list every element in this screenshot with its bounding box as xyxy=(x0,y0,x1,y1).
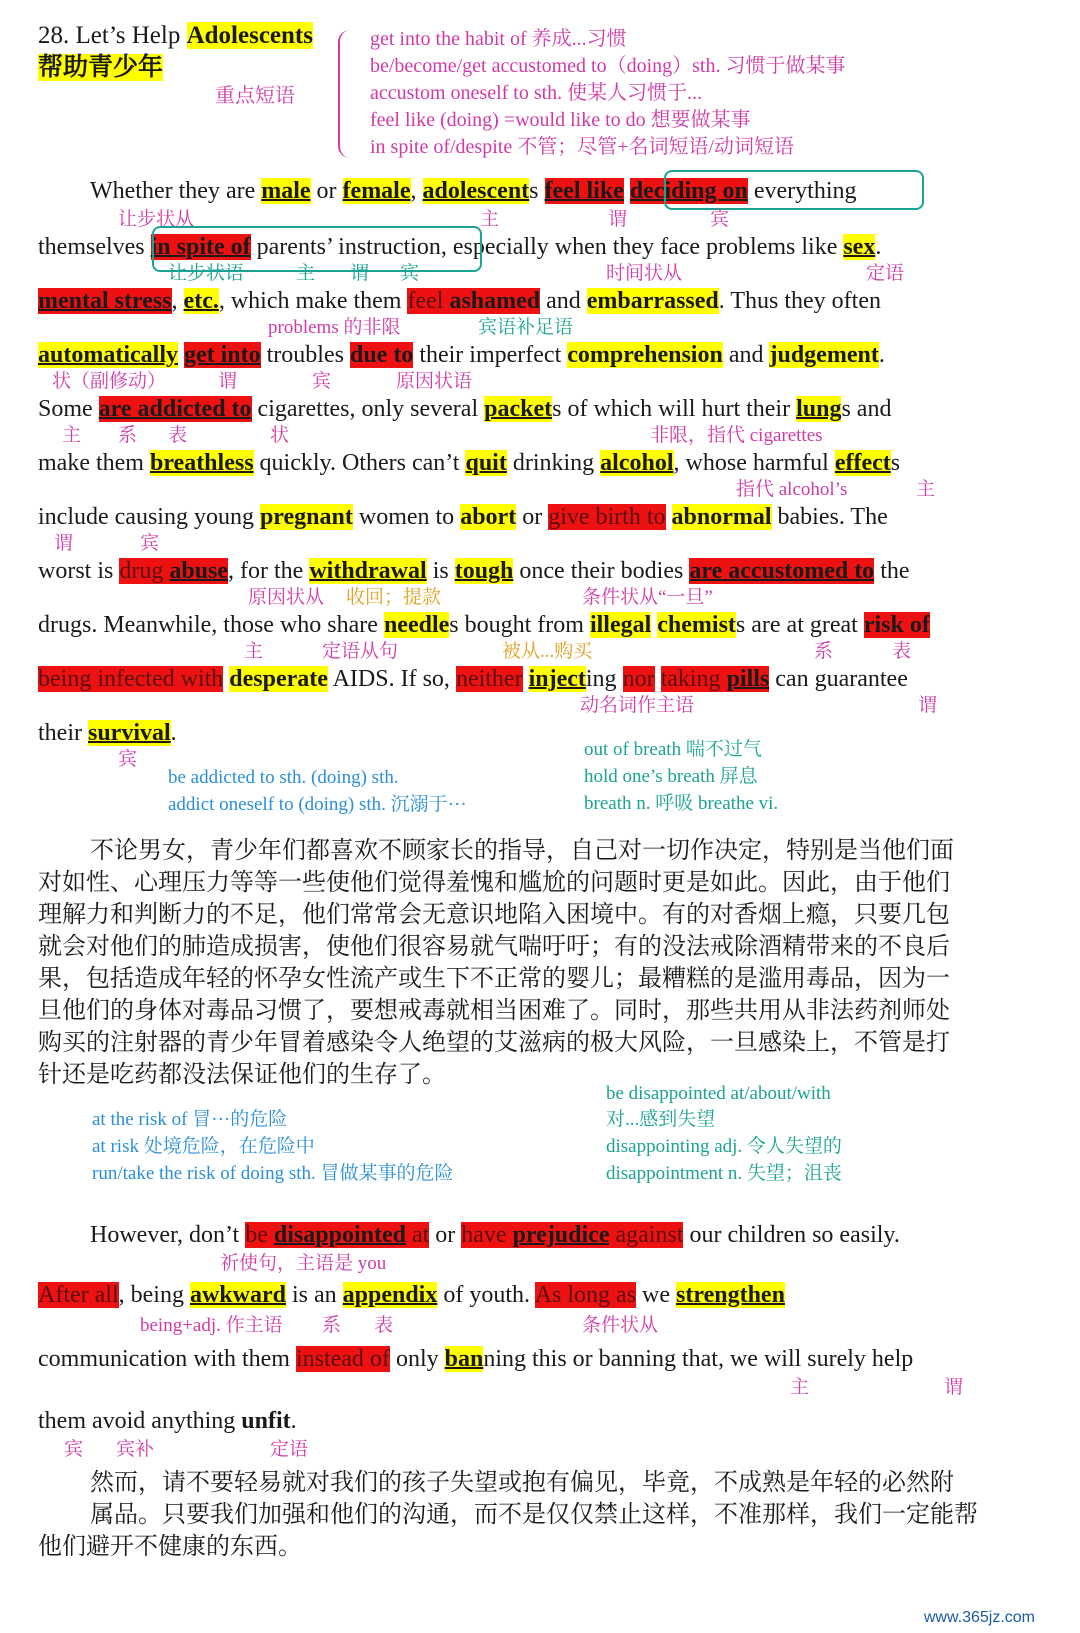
cn1-line: 就会对他们的肺造成损害，使他们很容易就气喘吁吁；有的没法戒除酒精带来的不良后 xyxy=(38,932,950,960)
note: 状（副修动） xyxy=(52,371,167,392)
note: 谓 xyxy=(218,371,238,392)
note: 主 xyxy=(244,641,264,662)
note: 宾 xyxy=(118,749,138,770)
note: 主 xyxy=(916,479,936,500)
note: 宾 xyxy=(400,263,420,284)
note: 定语 xyxy=(270,1439,309,1460)
note-addicted: addict oneself to (doing) sth. 沉溺于··· xyxy=(168,794,467,815)
note: 状 xyxy=(270,425,290,446)
note: 非限，指代 cigarettes xyxy=(650,425,823,446)
note: 宾语补足语 xyxy=(478,317,574,338)
cn1-line: 对如性、心理压力等等一些使他们觉得羞愧和尴尬的问题时更是如此。因此，由于他们 xyxy=(38,868,950,896)
note: 表 xyxy=(892,641,912,662)
cn2-line: 他们避开不健康的东西。 xyxy=(38,1532,302,1560)
note-disappointed: disappointment n. 失望；沮丧 xyxy=(606,1163,842,1184)
note: 系 xyxy=(118,425,138,446)
note-breath: out of breath 喘不过气 xyxy=(584,739,762,760)
note: 动名词作主语 xyxy=(580,695,695,716)
note-disappointed: 对...感到失望 xyxy=(606,1109,716,1130)
note: 主 xyxy=(62,425,82,446)
cn1-line: 购买的注射器的青少年冒着感染令人绝望的艾滋病的极大风险，一旦感染上，不管是打 xyxy=(38,1028,950,1056)
note: 宾 xyxy=(312,371,332,392)
cn1-line: 旦他们的身体对毒品习惯了，要想戒毒就相当困难了。同时，那些共用从非法药剂师处 xyxy=(38,996,950,1024)
note-addicted: be addicted to sth. (doing) sth. xyxy=(168,767,399,788)
article-title: 28. Let’s Help Adolescents xyxy=(38,22,313,49)
note: problems 的非限 xyxy=(268,317,401,338)
p1-line-5: Some are addicted to cigarettes, only several packets of which will hurt their lungs and xyxy=(38,396,892,422)
note: 主 xyxy=(480,209,500,230)
note-risk: run/take the risk of doing sth. 冒做某事的危险 xyxy=(92,1163,454,1184)
note: 谓 xyxy=(54,533,74,554)
p2-line-1: However, don’t be disappointed at or have prejudice against our children so easily. xyxy=(90,1222,900,1248)
p1-line-3: mental stress, etc., which make them feel ashamed and embarrassed. Thus they often xyxy=(38,288,881,314)
note: 主 xyxy=(296,263,316,284)
note: 让步状从 xyxy=(118,209,195,230)
note-disappointed: disappointing adj. 令人失望的 xyxy=(606,1136,842,1157)
note-risk: at the risk of 冒···的危险 xyxy=(92,1109,288,1130)
note: 宾 xyxy=(64,1439,84,1460)
cn1-line: 不论男女，青少年们都喜欢不顾家长的指导，自己对一切作决定，特别是当他们面 xyxy=(90,836,954,864)
note: 谓 xyxy=(944,1377,964,1398)
p1-line-1: Whether they are male or female, adolescents feel like deciding on everything xyxy=(90,178,857,204)
key-phrases: get into the habit of 养成...习惯 be/become/get accustomed to（doing）sth. 习惯于做某事 accustom oneself to sth. 使某人习惯于... feel like (doing) =would like to do 想要做某事 in spite of/despite 不管；尽管+名词短语/动词短语 xyxy=(370,28,846,158)
note: 定语 xyxy=(866,263,905,284)
note: 条件状从“一旦” xyxy=(582,587,713,608)
note: 宾 xyxy=(140,533,160,554)
note: 原因状从 xyxy=(248,587,325,608)
note: being+adj. 作主语 xyxy=(140,1315,283,1336)
note: 原因状语 xyxy=(396,371,473,392)
note: 主 xyxy=(790,1377,810,1398)
p1-line-8: worst is drug abuse, for the withdrawal is tough once their bodies are accustomed to the xyxy=(38,558,910,584)
cn1-line: 针还是吃药都没法保证他们的生存了。 xyxy=(38,1060,446,1088)
note: 让步状语 xyxy=(168,263,245,284)
p1-line-6: make them breathless quickly. Others can’t quit drinking alcohol, whose harmful effects xyxy=(38,450,901,476)
p2-line-3: communication with them instead of only banning this or banning that, we will surely help xyxy=(38,1346,914,1372)
cn1-line: 理解力和判断力的不足，他们常常会无意识地陷入困境中。有的对香烟上瘾，只要几包 xyxy=(38,900,950,928)
cn2-line: 然而，请不要轻易就对我们的孩子失望或抱有偏见，毕竟，不成熟是年轻的必然附 xyxy=(90,1468,954,1496)
note: 宾补 xyxy=(116,1439,155,1460)
note: 祈使句，主语是 you xyxy=(220,1253,387,1274)
bracket-box-1 xyxy=(664,170,924,210)
watermark-url: www.365jz.com xyxy=(923,1609,1035,1626)
note: 谓 xyxy=(608,209,628,230)
p2-line-2: After all, being awkward is an appendix of youth. As long as we strengthen xyxy=(38,1282,785,1308)
p1-line-4: automatically get into troubles due to their imperfect comprehension and judgement. xyxy=(38,342,885,368)
p1-line-10: being infected with desperate AIDS. If so, neither injecting nor taking pills can guarantee xyxy=(38,666,908,692)
phrases-brace xyxy=(338,30,354,158)
p1-line-11: their survival. xyxy=(38,720,177,746)
p2-line-4: them avoid anything unfit. xyxy=(38,1408,297,1434)
note: 被从...购买 xyxy=(502,641,593,662)
note: 收回；提款 xyxy=(346,587,442,608)
note: 谓 xyxy=(918,695,938,716)
note: 指代 alcohol’s xyxy=(736,479,848,500)
note: 条件状从 xyxy=(582,1315,659,1336)
note-breath: hold one’s breath 屏息 xyxy=(584,766,758,787)
note: 定语从句 xyxy=(322,641,399,662)
article-title-cn: 帮助青少年 xyxy=(38,54,164,81)
note: 系 xyxy=(322,1315,342,1336)
p1-line-2: themselves in spite of parents’ instruction, especially when they face problems like sex. xyxy=(38,234,882,260)
phrases-label: 重点短语 xyxy=(215,85,295,107)
p1-line-9: drugs. Meanwhile, those who share needles bought from illegal chemists are at great risk of xyxy=(38,612,930,638)
note-disappointed: be disappointed at/about/with xyxy=(606,1083,831,1104)
note: 时间状从 xyxy=(606,263,683,284)
note-risk: at risk 处境危险，在危险中 xyxy=(92,1136,315,1157)
note: 系 xyxy=(814,641,834,662)
note-breath: breath n. 呼吸 breathe vi. xyxy=(584,793,779,814)
note: 宾 xyxy=(710,209,730,230)
note: 表 xyxy=(168,425,188,446)
cn2-line: 属品。只要我们加强和他们的沟通，而不是仅仅禁止这样，不准那样，我们一定能帮 xyxy=(90,1500,978,1528)
note: 谓 xyxy=(350,263,370,284)
note: 表 xyxy=(374,1315,394,1336)
cn1-line: 果，包括造成年轻的怀孕女性流产或生下不正常的婴儿；最糟糕的是滥用毒品，因为一 xyxy=(38,964,950,992)
p1-line-7: include causing young pregnant women to abort or give birth to abnormal babies. The xyxy=(38,504,888,530)
